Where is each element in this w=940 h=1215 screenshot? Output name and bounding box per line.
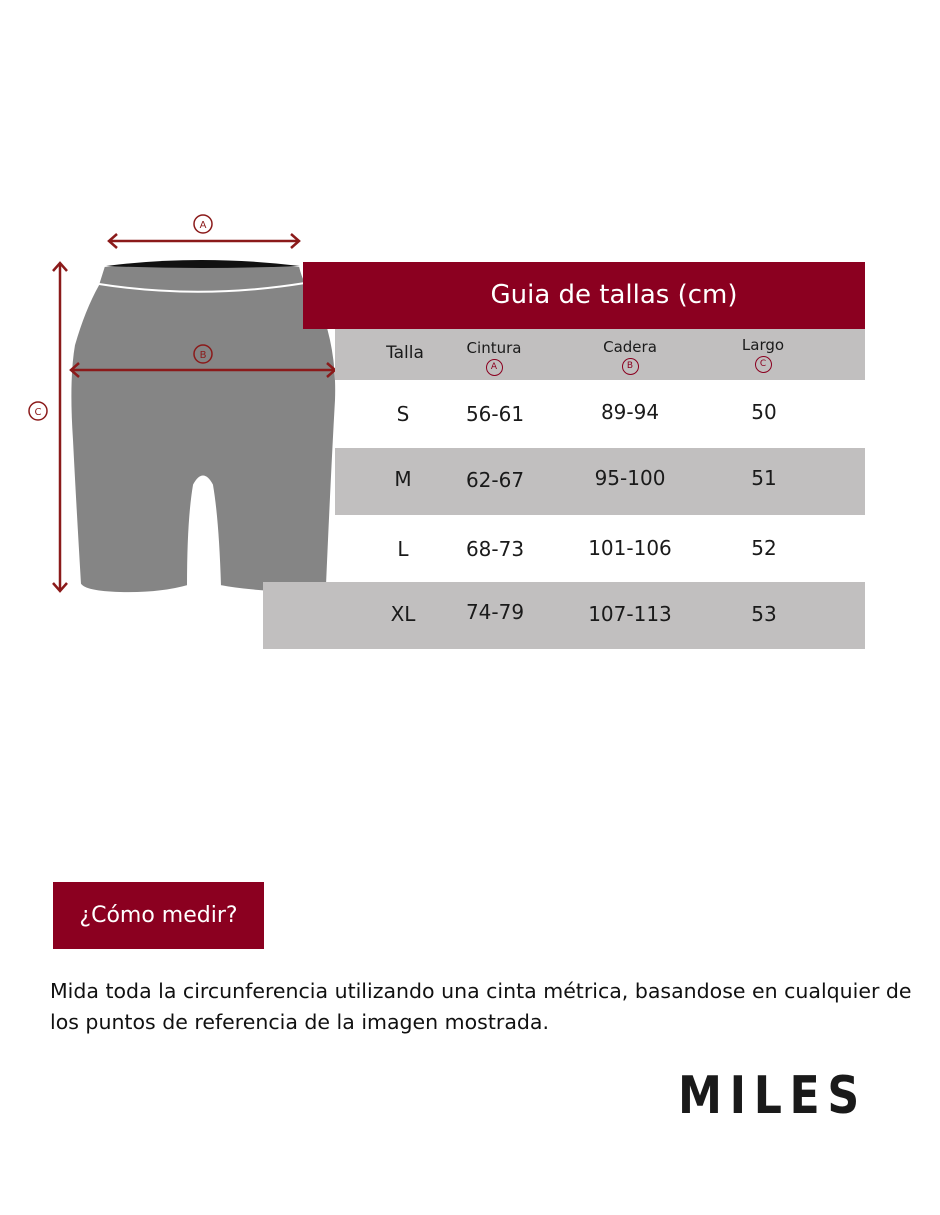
table-row: [335, 448, 865, 515]
table-row: [335, 515, 865, 582]
badge-b-icon: [194, 345, 212, 363]
arrow-c-icon: [53, 263, 67, 591]
header-talla: Talla: [386, 343, 424, 363]
cell-cadera: 107-113: [588, 602, 672, 626]
cell-largo: 51: [751, 466, 777, 490]
cell-size: M: [394, 467, 412, 491]
table-row: [263, 582, 865, 649]
badge-a-icon: A: [486, 359, 503, 376]
cell-size: XL: [390, 602, 416, 626]
cell-largo: 53: [751, 602, 777, 626]
cell-size: S: [396, 402, 410, 426]
badge-a-icon: [194, 215, 212, 233]
how-to-measure-description: Mida toda la circunferencia utilizando una cinta métrica, basandose en cualquier de los puntos de referencia de la imagen mostrada.: [50, 979, 912, 1034]
cell-cadera: 95-100: [594, 466, 666, 490]
svg-text:A: A: [199, 220, 207, 231]
badge-c-icon: C: [755, 356, 772, 373]
svg-text:B: B: [199, 350, 207, 361]
cell-size: L: [397, 537, 409, 561]
how-to-measure-heading: ¿Cómo medir?: [53, 882, 264, 949]
svg-text:C: C: [34, 407, 42, 418]
cell-largo: 50: [751, 400, 777, 424]
cell-cintura: 74-79: [465, 600, 525, 624]
size-guide-title: Guia de tallas (cm): [490, 280, 738, 310]
cell-cintura: 56-61: [465, 402, 525, 426]
header-largo: Largo C: [703, 336, 823, 373]
badge-c-icon: [29, 402, 47, 420]
table-header-row: [335, 329, 865, 380]
brand-logo: MILES: [678, 1066, 867, 1126]
cell-cadera: 101-106: [588, 536, 672, 560]
shorts-shape: [70, 262, 336, 593]
table-row: [335, 380, 865, 447]
header-cadera: Cadera B: [570, 338, 690, 375]
arrow-a-icon: [109, 234, 299, 248]
badge-b-icon: B: [622, 358, 639, 375]
cell-cintura: 62-67: [465, 468, 525, 492]
cell-cadera: 89-94: [600, 400, 660, 424]
cell-cintura: 68-73: [465, 537, 525, 561]
cell-largo: 52: [751, 536, 777, 560]
header-cintura: Cintura A: [434, 339, 554, 376]
